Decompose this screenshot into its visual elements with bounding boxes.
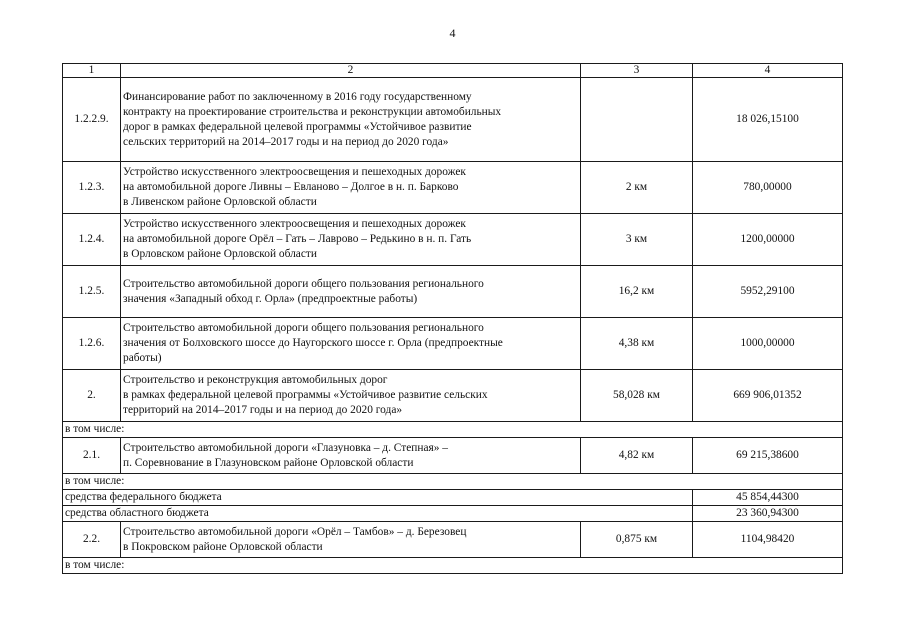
table-row <box>63 522 843 558</box>
row-description: Финансирование работ по заключенному в 2016 году государственному контракту на проектирование строительства и реконструкции автомобильных дорог в рамках федеральной целевой программы «Устойчивое развитие сельских территорий на 2014–2017 годы и на период до 2020 года» <box>121 78 581 162</box>
table-row <box>63 558 843 574</box>
table-row <box>63 78 843 162</box>
row-quantity: 0,875 км <box>581 522 693 558</box>
federal-budget-label: средства федерального бюджета <box>63 490 693 506</box>
table-row <box>63 370 843 422</box>
row-quantity: 16,2 км <box>581 266 693 318</box>
table-row <box>63 506 843 522</box>
row-amount: 780,00000 <box>693 162 843 214</box>
row-quantity: 58,028 км <box>581 370 693 422</box>
column-header: 3 <box>581 64 693 78</box>
table-row <box>63 266 843 318</box>
row-amount: 1200,00000 <box>693 214 843 266</box>
row-description: Строительство и реконструкция автомобильных дорог в рамках федеральной целевой программы «Устойчивое развитие сельских территорий на 2014–2017 годы и на период до 2020 года» <box>121 370 581 422</box>
row-number: 1.2.3. <box>63 162 121 214</box>
row-amount: 1104,98420 <box>693 522 843 558</box>
row-description: Устройство искусственного электроосвещения и пешеходных дорожек на автомобильной дороге Ливны – Евланово – Долгое в н. п. Барково в Ливенском районе Орловской области <box>121 162 581 214</box>
table-row <box>63 438 843 474</box>
row-description: Строительство автомобильной дороги общего пользования регионального значения «Западный обход г. Орла» (предпроектные работы) <box>121 266 581 318</box>
row-amount: 669 906,01352 <box>693 370 843 422</box>
budget-table <box>62 63 843 574</box>
column-header: 1 <box>63 64 121 78</box>
including-label: в том числе: <box>63 558 843 574</box>
table-row <box>63 214 843 266</box>
row-quantity: 3 км <box>581 214 693 266</box>
row-description: Устройство искусственного электроосвещения и пешеходных дорожек на автомобильной дороге Орёл – Гать – Лаврово – Редькино в н. п. Гать в Орловском районе Орловской области <box>121 214 581 266</box>
row-number: 2. <box>63 370 121 422</box>
row-quantity: 4,82 км <box>581 438 693 474</box>
row-number: 2.2. <box>63 522 121 558</box>
row-description: Строительство автомобильной дороги «Орёл – Тамбов» – д. Березовец в Покровском районе Орловской области <box>121 522 581 558</box>
row-quantity: 2 км <box>581 162 693 214</box>
row-amount: 1000,00000 <box>693 318 843 370</box>
table-row <box>63 318 843 370</box>
federal-budget-amount: 45 854,44300 <box>693 490 843 506</box>
including-label: в том числе: <box>63 474 843 490</box>
regional-budget-label: средства областного бюджета <box>63 506 693 522</box>
column-header: 4 <box>693 64 843 78</box>
page-number: 4 <box>449 26 456 40</box>
table-row <box>63 162 843 214</box>
column-header: 2 <box>121 64 581 78</box>
table-header-row <box>63 64 843 78</box>
row-number: 1.2.4. <box>63 214 121 266</box>
row-quantity <box>581 78 693 162</box>
table-row <box>63 422 843 438</box>
row-number: 1.2.5. <box>63 266 121 318</box>
row-description: Строительство автомобильной дороги общего пользования регионального значения от Болховского шоссе до Наугорского шоссе г. Орла (предпроектные работы) <box>121 318 581 370</box>
row-quantity: 4,38 км <box>581 318 693 370</box>
table-row <box>63 474 843 490</box>
row-amount: 69 215,38600 <box>693 438 843 474</box>
row-description: Строительство автомобильной дороги «Глазуновка – д. Степная» – п. Соревнование в Глазуновском районе Орловской области <box>121 438 581 474</box>
regional-budget-amount: 23 360,94300 <box>693 506 843 522</box>
row-number: 1.2.6. <box>63 318 121 370</box>
table-row <box>63 490 843 506</box>
row-amount: 5952,29100 <box>693 266 843 318</box>
including-label: в том числе: <box>63 422 843 438</box>
row-number: 2.1. <box>63 438 121 474</box>
row-amount: 18 026,15100 <box>693 78 843 162</box>
row-number: 1.2.2.9. <box>63 78 121 162</box>
